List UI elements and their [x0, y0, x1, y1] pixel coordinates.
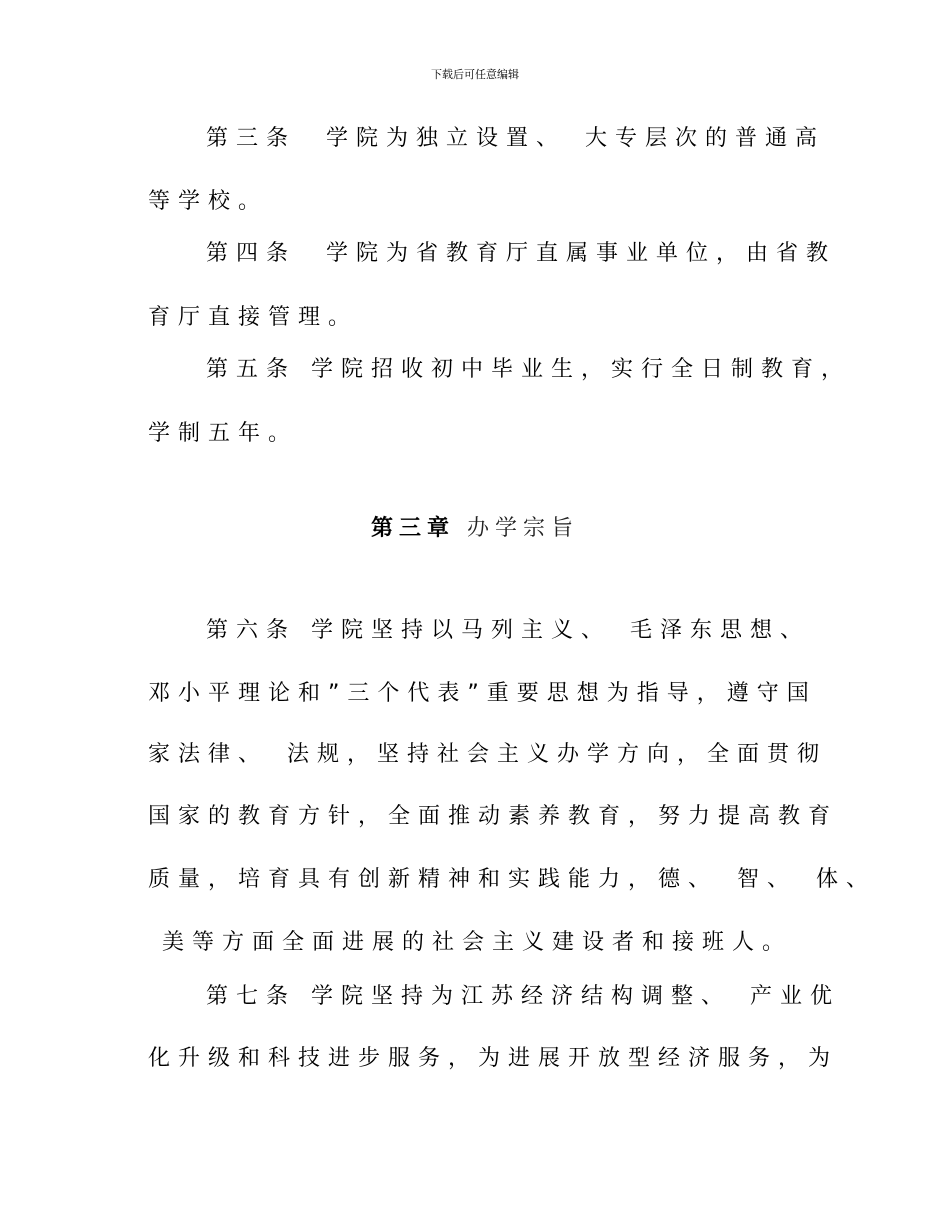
paragraph-line: 美等方面全面进展的社会主义建设者和接班人。: [162, 930, 793, 955]
paragraph-line: 邓小平理论和”三个代表”重要思想为指导，遵守国: [148, 681, 817, 706]
paragraph-line: 国家的教育方针，全面推动素养教育，努力提高教育: [148, 804, 839, 829]
paragraph-line: 育厅直接管理。: [148, 305, 359, 330]
paragraph-line: 家法律、 法规，坚持社会主义办学方向，全面贯彻: [148, 742, 828, 767]
chapter-title: 办学宗旨: [467, 516, 580, 541]
page-header: 下载后可任意编辑: [431, 68, 519, 81]
chapter-heading: [0, 518, 950, 540]
paragraph-line: 第七条 学院坚持为江苏经济结构调整、 产业优: [206, 984, 840, 1009]
paragraph-line: 第四条 学院为省教育厅直属事业单位，由省教: [206, 241, 837, 266]
chapter-number: 第三章: [370, 516, 455, 541]
paragraph-line: 第六条 学院坚持以马列主义、 毛泽东思想、: [206, 618, 810, 643]
paragraph-line: 学制五年。: [148, 421, 299, 446]
paragraph-line: 等学校。: [148, 189, 269, 214]
paragraph-line: 质量，培育具有创新精神和实践能力，德、 智、 体、: [148, 867, 877, 892]
paragraph-line: 第三条 学院为独立设置、 大专层次的普通高: [206, 126, 826, 151]
paragraph-line: 第五条 学院招收初中毕业生，实行全日制教育，: [206, 357, 851, 382]
paragraph-line: 化升级和科技进步服务，为进展开放型经济服务，为: [148, 1046, 839, 1071]
